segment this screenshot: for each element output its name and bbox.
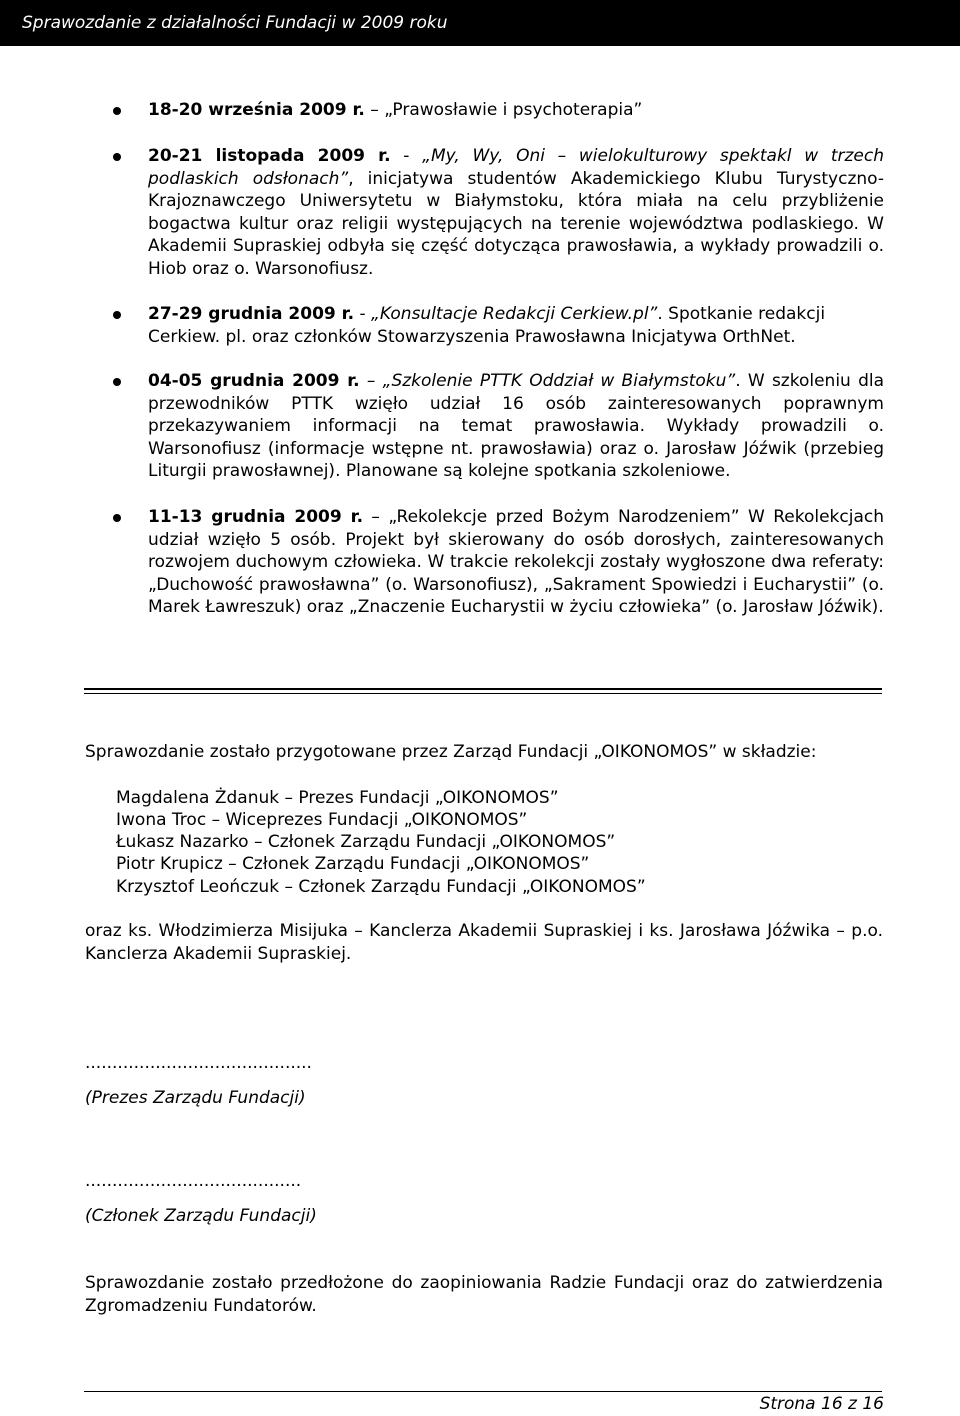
page-number: Strona 16 z 16: [759, 1394, 884, 1414]
event-title: „Konsultacje Redakcji Cerkiew.pl”: [371, 304, 658, 324]
event-description: , inicjatywa studentów Akademickiego Klubu Turystyczno-Krajoznawczego Uniwersytetu w Białymstoku, która miała na celu przybliżenie bogactwa kultur oraz religii występujących na terenie województwa podlaskiego. W Akademii Supraskiej odbyła się część dotycząca prawosławia, a wykłady prowadzili o. Hiob oraz o. Warsonofiusz.: [148, 168, 885, 279]
event-text: [148, 145, 884, 280]
event-description: „Rekolekcje przed Bożym Narodzeniem” W Rekolekcjach udział wzięło 5 osób. Projekt był skierowany do osób dorosłych, zainteresowanych rozwojem duchowym człowieka. W trakcie rekolekcji zostały wygłoszone dwa referaty: „Duchowość prawosławna” (o. Warsonofiusz), „Sakrament Spowiedzi i Eucharystii” (o. Marek Ławreszuk) oraz „Znaczenie Eucharystii w życiu człowieka” (o. Jarosław Jóźwik).: [148, 507, 884, 617]
prepared-also: oraz ks. Włodzimierza Misijuka – Kanclerza Akademii Supraskiej i ks. Jarosława Jóźwika – p.o. Kanclerza Akademii Supraskiej.: [85, 921, 883, 964]
event-sep: –: [364, 100, 385, 120]
bullet-icon: [113, 311, 121, 319]
section-divider: [84, 688, 882, 690]
event-description: . Spotkanie redakcji Cerkiew. pl. oraz członków Stowarzyszenia Prawosławna Inicjatywa OrthNet.: [148, 304, 826, 347]
board-member: Iwona Troc – Wiceprezes Fundacji „OIKONOMOS”: [116, 810, 528, 830]
event-date: 27-29 grudnia 2009 r.: [148, 304, 355, 324]
event-sep: –: [363, 507, 389, 527]
signature-role: (Członek Zarządu Fundacji): [85, 1206, 317, 1226]
footer-divider: [84, 1391, 882, 1392]
event-text: [148, 506, 884, 619]
board-member: Łukasz Nazarko – Członek Zarządu Fundacji „OIKONOMOS”: [116, 832, 616, 852]
board-member: Krzysztof Leończuk – Członek Zarządu Fundacji „OIKONOMOS”: [116, 877, 646, 897]
board-member: Magdalena Żdanuk – Prezes Fundacji „OIKONOMOS”: [116, 788, 559, 808]
event-text: [148, 370, 884, 483]
event-description: . W szkoleniu dla przewodników PTTK wzięło udział 16 osób zainteresowanych poprawnym przekazywaniem informacji na temat prawosławia. Wykłady prowadzili o. Warsonofiusz (informacje wstępne nt. prawosławia) oraz o. Jarosław Jóźwik (przebieg Liturgii prawosławnej). Planowane są kolejne spotkania szkoleniowe.: [148, 371, 884, 481]
event-sep: –: [359, 371, 383, 391]
event-title: „My, Wy, Oni – wielokulturowy spektakl w trzech podlaskich odsłonach”: [148, 146, 884, 189]
board-member: Piotr Krupicz – Członek Zarządu Fundacji „OIKONOMOS”: [116, 854, 590, 874]
signature-line: ..........................................: [85, 1053, 312, 1073]
event-sep: -: [390, 146, 423, 166]
signature-role: (Prezes Zarządu Fundacji): [85, 1088, 306, 1108]
section-divider: [84, 693, 882, 694]
event-date: 18-20 września 2009 r.: [148, 100, 365, 120]
event-date: 04-05 grudnia 2009 r.: [148, 371, 360, 391]
bullet-icon: [113, 107, 121, 115]
event-title: „Szkolenie PTTK Oddział w Białymstoku”: [382, 371, 736, 391]
signature-line: ........................................: [85, 1171, 302, 1191]
prepared-intro: Sprawozdanie zostało przygotowane przez Zarząd Fundacji „OIKONOMOS” w składzie:: [85, 742, 817, 762]
closing-paragraph: Sprawozdanie zostało przedłożone do zaopiniowania Radzie Fundacji oraz do zatwierdzenia Zgromadzeniu Fundatorów.: [85, 1273, 883, 1316]
header-title: Sprawozdanie z działalności Fundacji w 2009 roku: [22, 13, 448, 33]
event-title: „Prawosławie i psychoterapia”: [384, 100, 643, 120]
bullet-icon: [113, 514, 121, 522]
bullet-icon: [113, 378, 121, 386]
event-date: 20-21 listopada 2009 r.: [148, 146, 391, 166]
event-date: 11-13 grudnia 2009 r.: [148, 507, 364, 527]
event-text: [148, 303, 884, 348]
event-text: [148, 99, 884, 122]
bullet-icon: [113, 153, 121, 161]
event-sep: -: [354, 304, 372, 324]
